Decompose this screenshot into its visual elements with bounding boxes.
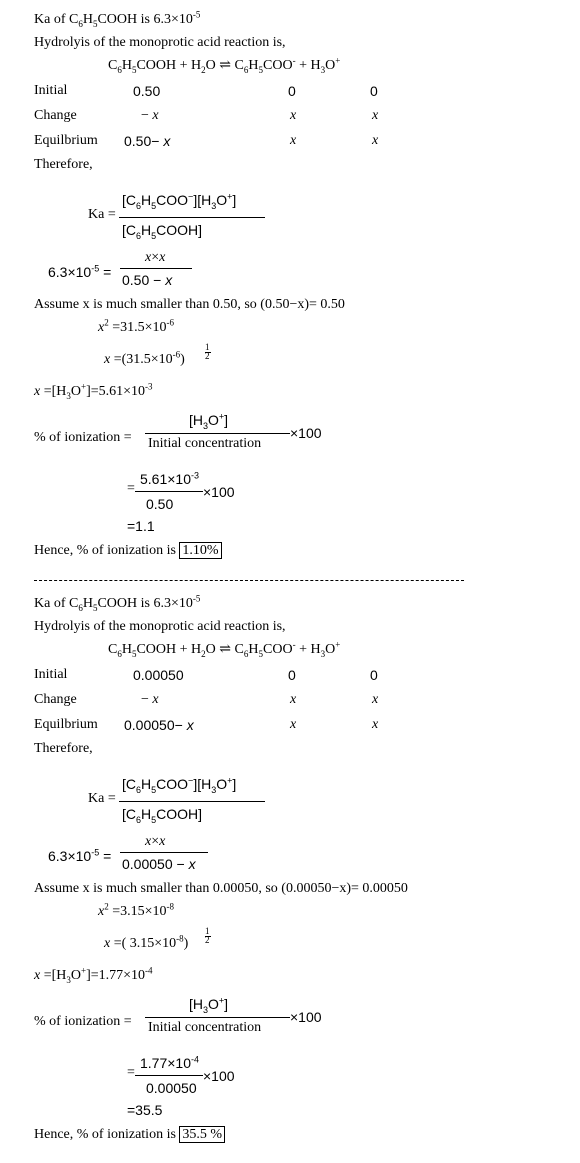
sol2-ice-base: 0 bbox=[288, 667, 296, 683]
sol1-ice-row-label: Change bbox=[34, 108, 77, 123]
sol1-reaction-equation: $C_6H_5COOH + H_2O$ ⇌ $C_6H_5COO^- + H_3O^+$ bbox=[108, 55, 341, 75]
sol1-ka-expr-label: Ka = bbox=[88, 207, 116, 222]
sol1-x-squared-line: $x^2 =31.5\times 10^{-6}$ bbox=[98, 317, 175, 335]
sol1-x-root-power-bar bbox=[205, 352, 211, 353]
sol1-ice-h3o: x bbox=[372, 108, 379, 123]
sol2-pct-fraction-bar bbox=[145, 1017, 290, 1018]
sol1-pct-denominator: Initial concentration bbox=[148, 436, 262, 451]
sol1-pct-result: =1.1 bbox=[127, 518, 155, 534]
sol2-pct-value-bar bbox=[135, 1075, 203, 1076]
sol2-ka-denominator: $[C_6H_5COOH]$ bbox=[122, 806, 203, 825]
sol2-pct-times: ×100 bbox=[290, 1009, 322, 1025]
sol2-ice-base: x bbox=[290, 717, 297, 732]
sol2-substitution-bar bbox=[120, 852, 208, 853]
sol2-ice-h3o: x bbox=[372, 692, 379, 707]
sol2-hence-line bbox=[34, 1127, 225, 1143]
sol2-ka-statement: Ka of $C_6H_5COOH$ is $6.3\times 10^{-5}$ bbox=[34, 593, 201, 613]
sol2-substitution-lhs: $6.3\times 10^{-5}$ = bbox=[48, 847, 112, 864]
sol2-substitution-den: 0.00050 − x bbox=[122, 856, 196, 872]
sol2-pct-times-2: ×100 bbox=[203, 1068, 235, 1084]
sol2-pct-den-value: 0.00050 bbox=[146, 1080, 197, 1096]
sol2-ice-row-label: Change bbox=[34, 692, 77, 707]
sol1-ice-h3o: 0 bbox=[370, 83, 378, 99]
sol2-pct-label: % of ionization = bbox=[34, 1014, 132, 1029]
sol1-substitution-lhs: $6.3\times 10^{-5}$ = bbox=[48, 263, 112, 280]
sol2-x-root-line: x =( $3.15\times 10^{-8}$) bbox=[104, 933, 189, 951]
sol2-ice-acid: − x bbox=[141, 692, 159, 707]
sol2-pct-num-value: $1.77\times 10^{-4}$ bbox=[140, 1054, 200, 1071]
section-divider bbox=[34, 580, 464, 581]
sol2-ice-acid: 0.00050− x bbox=[124, 717, 194, 733]
sol2-pct-eq-sign: = bbox=[127, 1065, 135, 1080]
sol1-hydrolysis-line: Hydrolyis of the monoprotic acid reaction is, bbox=[34, 35, 286, 50]
sol1-ice-base: x bbox=[290, 108, 297, 123]
sol2-therefore-label: Therefore, bbox=[34, 741, 93, 756]
sol1-ka-numerator: $[C_6H_5COO^-][H_3O^+]$ bbox=[122, 191, 237, 211]
sol1-pct-label: % of ionization = bbox=[34, 430, 132, 445]
power-den: 2 bbox=[205, 935, 210, 945]
power-den: 2 bbox=[205, 351, 210, 361]
sol2-hydrolysis-line: Hydrolyis of the monoprotic acid reaction is, bbox=[34, 619, 286, 634]
power-num: 1 bbox=[205, 342, 210, 352]
sol1-hence-line bbox=[34, 543, 222, 559]
sol2-pct-result: =35.5 bbox=[127, 1102, 163, 1118]
sol2-assume-line: Assume x is much smaller than 0.00050, so (0.00050−x)= 0.00050 bbox=[34, 881, 408, 896]
final-answer-box: 35.5 % bbox=[179, 1126, 225, 1143]
sol1-x-root-line: $x =(31.5\times 10^{-6})$ bbox=[104, 349, 185, 367]
sol1-substitution-bar bbox=[120, 268, 192, 269]
sol2-ice-base: x bbox=[290, 692, 297, 707]
sol1-pct-times: ×100 bbox=[290, 425, 322, 441]
power-num: 1 bbox=[205, 926, 210, 936]
sol2-x-result-line: $x =[H_3O^+]=1.77\times 10^{-4}$ bbox=[34, 965, 153, 985]
sol1-therefore-label: Therefore, bbox=[34, 157, 93, 172]
sol2-reaction-equation: $C_6H_5COOH + H_2O$ ⇌ $C_6H_5COO^- + H_3O^+$ bbox=[108, 639, 341, 659]
sol2-pct-denominator: Initial concentration bbox=[148, 1020, 262, 1035]
sol1-ice-base: x bbox=[290, 133, 297, 148]
sol1-substitution-den: 0.50 − x bbox=[122, 272, 173, 288]
sol1-pct-eq-sign: = bbox=[127, 481, 135, 496]
sol2-substitution-num: x×x bbox=[145, 834, 166, 849]
sol2-x-squared-line: $x^2 =3.15\times 10^{-8}$ bbox=[98, 901, 175, 919]
sol1-x-result-line: $x =[H_3O^+]=5.61\times 10^{-3}$ bbox=[34, 381, 153, 401]
hence-text: Hence, % of ionization is bbox=[34, 543, 180, 558]
sol1-pct-value-bar bbox=[135, 491, 203, 492]
sol1-ice-h3o: x bbox=[372, 133, 379, 148]
sol2-ice-acid: 0.00050 bbox=[133, 667, 184, 683]
sol1-ice-acid: 0.50− x bbox=[124, 133, 171, 149]
sol1-substitution-num: x×x bbox=[145, 250, 166, 265]
sol1-ice-base: 0 bbox=[288, 83, 296, 99]
sol1-ka-fraction-bar bbox=[119, 217, 265, 218]
sol2-ka-expr-label: Ka = bbox=[88, 791, 116, 806]
sol2-ice-row-label: Equilbrium bbox=[34, 717, 98, 732]
final-answer-box: 1.10% bbox=[179, 542, 221, 559]
sol1-pct-fraction-bar bbox=[145, 433, 290, 434]
sol1-assume-line: Assume x is much smaller than 0.50, so (0.50−x)= 0.50 bbox=[34, 297, 345, 312]
hence-text: Hence, % of ionization is bbox=[34, 1127, 180, 1142]
sol1-pct-num-value: $5.61\times 10^{-3}$ bbox=[140, 470, 200, 487]
sol1-pct-times-2: ×100 bbox=[203, 484, 235, 500]
sol1-ice-acid: − x bbox=[141, 108, 159, 123]
sol2-ice-row-label: Initial bbox=[34, 667, 68, 682]
sol2-ka-numerator: $[C_6H_5COO^-][H_3O^+]$ bbox=[122, 775, 237, 795]
sol1-pct-numerator: $[H_3O^+]$ bbox=[189, 411, 229, 431]
sol1-ka-statement: Ka of $C_6H_5COOH$ is $6.3\times 10^{-5}$ bbox=[34, 9, 201, 29]
sol1-ice-row-label: Initial bbox=[34, 83, 68, 98]
sol2-pct-numerator: $[H_3O^+]$ bbox=[189, 995, 229, 1015]
sol1-pct-den-value: 0.50 bbox=[146, 496, 174, 512]
sol2-ice-h3o: 0 bbox=[370, 667, 378, 683]
sol2-ice-h3o: x bbox=[372, 717, 379, 732]
sol1-ice-acid: 0.50 bbox=[133, 83, 161, 99]
sol1-ka-denominator: $[C_6H_5COOH]$ bbox=[122, 222, 203, 241]
sol2-x-root-power-bar bbox=[205, 936, 211, 937]
sol1-ice-row-label: Equilbrium bbox=[34, 133, 98, 148]
sol2-ka-fraction-bar bbox=[119, 801, 265, 802]
